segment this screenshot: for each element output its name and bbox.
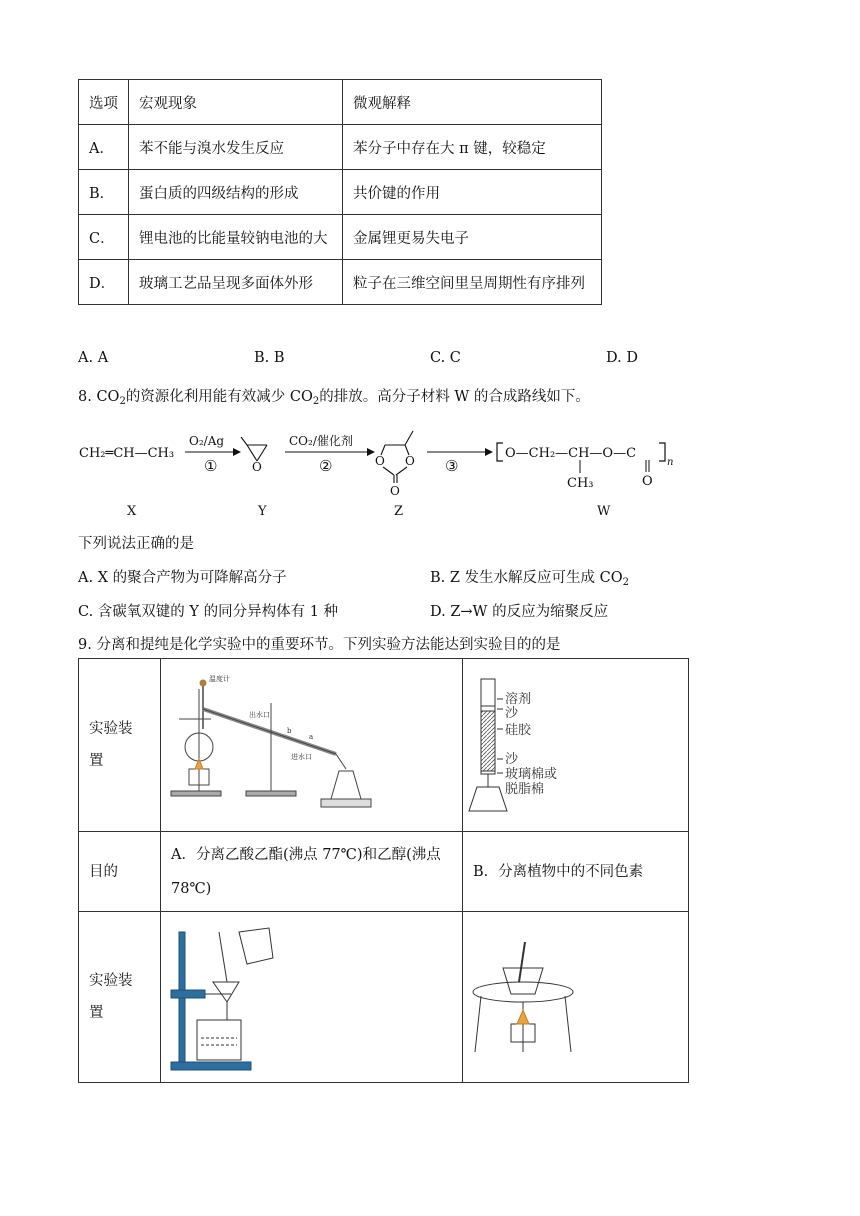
apparatus-label-line1: 实验装 [89,721,133,737]
label-cotton: 脱脂棉 [505,782,545,797]
label-silica-gel: 硅胶 [505,723,532,738]
header-cell: 选项 [79,80,129,125]
purpose-a-line2: 78℃) [171,880,212,897]
label-z: Z [394,504,404,519]
header-cell: 宏观现象 [129,80,343,125]
q8-option-b[interactable]: B. Z 发生水解反应可生成 $CO_2$ [430,570,630,588]
svg-text:O: O [405,454,415,468]
apparatus-label-line1: 实验装 [89,973,133,989]
step2-reagent: CO₂/催化剂 [289,434,353,448]
evaporation-apparatus-cell [463,912,689,1083]
table-row [79,125,602,170]
option-a[interactable]: A. A [78,350,109,366]
label-glass-wool: 玻璃棉或 [505,767,558,782]
q8-option-c[interactable]: C. 含碳氧双键的 Y 的同分异构体有 1 种 [78,604,339,620]
distillation-apparatus-cell [161,659,463,832]
epoxide-structure [241,437,267,461]
option-d[interactable]: D. D [606,350,638,366]
table-cell: 蛋白质的四级结构的形成 [129,170,343,215]
table-row [79,912,689,1083]
table-cell: 粒子在三维空间里呈周期性有序排列 [343,260,602,305]
apparatus-label-line2: 置 [89,1005,104,1021]
w-n: n [667,457,674,468]
evaporation-apparatus-image [463,912,688,1078]
step1-reagent: O₂/Ag [189,434,225,448]
reaction-scheme [75,415,695,525]
label-sand-top: 沙 [505,706,519,721]
svg-text:O: O [252,460,262,474]
step3-number: ③ [445,457,459,475]
label-thermometer: 温度计 [209,675,230,683]
table-cell: 苯分子中存在大 π 键，较稳定 [343,125,602,170]
label-a: a [309,733,314,741]
table-row [79,659,689,832]
table-cell: D． [79,260,129,305]
table-cell: 锂电池的比能量较钠电池的大 [129,215,343,260]
w-carbonyl-o: O [642,474,653,489]
question-9-stem: 9. 分离和提纯是化学实验中的重要环节。下列实验方法能达到实验目的的是 [78,637,561,653]
table-row [79,215,602,260]
purpose-label-cell: 目的 [79,832,161,912]
table-cell: B． [79,170,129,215]
option-c[interactable]: C. C [430,350,461,366]
label-sand-bottom: 沙 [505,752,519,767]
apparatus-label-cell [79,659,161,832]
column-apparatus-cell [463,659,689,832]
svg-text:O: O [375,454,385,468]
table-cell: 玻璃工艺品呈现多面体外形 [129,260,343,305]
table-cell: 苯不能与溴水发生反应 [129,125,343,170]
header-cell: 微观解释 [343,80,602,125]
svg-text:O: O [390,484,400,498]
x-formula: CH₂═CH—CH₃ [79,446,175,461]
table-header-row [79,80,602,125]
question-8-prompt: 下列说法正确的是 [78,536,194,552]
table-cell: C． [79,215,129,260]
table-row [79,170,602,215]
experiment-table [78,658,689,1083]
apparatus-label-line2: 置 [89,753,104,769]
q8-option-a[interactable]: A. X 的聚合产物为可降解高分子 [78,570,287,586]
purpose-a-line1: A．分离乙酸乙酯(沸点 77℃)和乙醇(沸点 [171,846,441,863]
table-cell: A． [79,125,129,170]
apparatus-label-cell [79,912,161,1083]
label-solvent: 溶剂 [505,692,532,707]
q8-option-d[interactable]: D. Z→W 的反应为缩聚反应 [430,604,609,620]
w-chain: O—CH₂—CH—O—C [505,446,637,461]
filtration-apparatus-image [161,912,462,1078]
polymer-structure [497,443,673,491]
filtration-apparatus-cell [161,912,463,1083]
purpose-a-cell [161,832,463,912]
label-y: Y [258,504,267,519]
label-water-outlet: 出水口 [249,711,270,719]
option-b[interactable]: B. B [254,350,285,366]
table-cell: 金属锂更易失电子 [343,215,602,260]
comparison-table [78,79,602,305]
chromatography-column-image [463,659,688,827]
label-x: X [127,504,137,519]
label-b: b [287,727,292,735]
purpose-b-cell [463,832,689,912]
step1-number: ① [204,457,218,475]
label-water-inlet: 进水口 [291,753,312,761]
distillation-apparatus-image [161,659,462,827]
table-cell: 共价键的作用 [343,170,602,215]
table-row [79,260,602,305]
question-8-stem: 8. $CO_2$的资源化利用能有效减少 $CO_2$的排放。高分子材料 W 的合成路线如下。 [78,389,590,407]
step2-number: ② [319,457,333,475]
table-row [79,832,689,912]
label-w: W [597,504,611,519]
w-branch: CH₃ [567,476,594,491]
purpose-b-text: B．分离植物中的不同色素 [473,863,644,880]
